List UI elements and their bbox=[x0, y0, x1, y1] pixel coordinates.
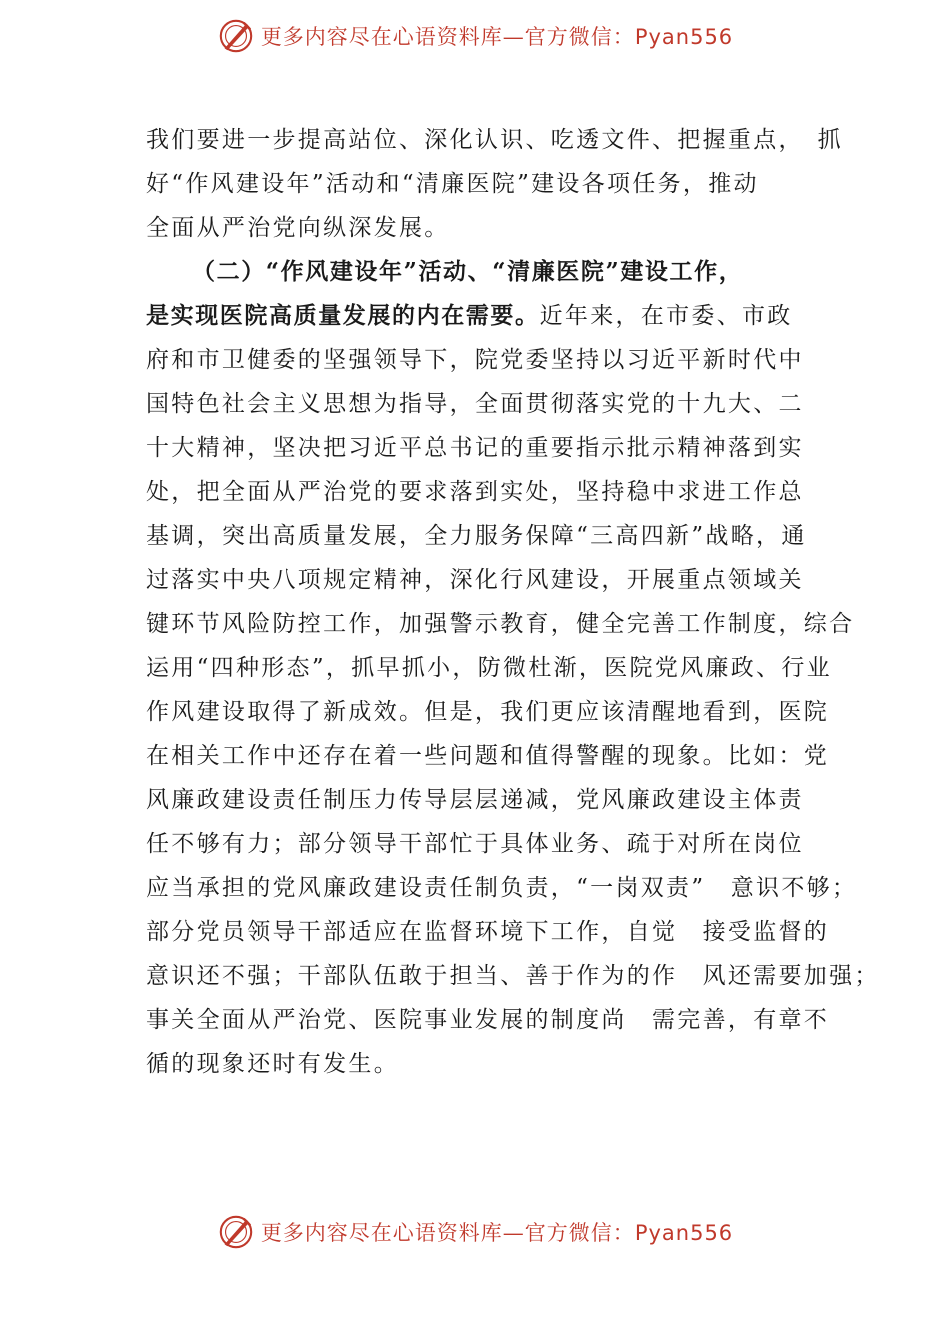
text-line-16: 风廉政建设责任制压力传导层层递减，党风廉政建设主体责 bbox=[146, 787, 804, 813]
text-line-14: 作风建设取得了新成效。但是，我们更应该清醒地看到，医院 bbox=[146, 699, 830, 725]
section-heading-cont: 是实现医院高质量发展的内在需要。 bbox=[146, 302, 540, 329]
footer-banner bbox=[0, 1210, 950, 1254]
section-heading: （二）“作风建设年”活动、“清廉医院”建设工作， bbox=[192, 258, 744, 285]
text-line-19: 部分党员领导干部适应在监督环境下工作，自觉 接受监督的 bbox=[146, 919, 830, 945]
text-line-10: 基调，突出高质量发展，全力服务保障“三高四新”战略，通 bbox=[146, 523, 807, 549]
text-line-20: 意识还不强；干部队伍敢于担当、善于作为的作 风还需要加强； bbox=[146, 963, 880, 989]
pen-seal-logo-icon bbox=[217, 17, 255, 55]
header-banner bbox=[0, 14, 950, 58]
document-body bbox=[146, 118, 880, 1086]
pen-seal-logo-icon bbox=[217, 1213, 255, 1251]
text-line-7: 国特色社会主义思想为指导，全面贯彻落实党的十九大、二 bbox=[146, 391, 804, 417]
text-line-15: 在相关工作中还存在着一些问题和值得警醒的现象。比如：党 bbox=[146, 743, 830, 769]
text-line-3: 全面从严治党向纵深发展。 bbox=[146, 215, 450, 241]
text-line-17: 任不够有力；部分领导干部忙于具体业务、疏于对所在岗位 bbox=[146, 831, 804, 857]
text-line-6: 府和市卫健委的坚强领导下，院党委坚持以习近平新时代中 bbox=[146, 347, 804, 373]
text-line-2: 好“作风建设年”活动和“清廉医院”建设各项任务，推动 bbox=[146, 171, 759, 197]
section-heading-line bbox=[146, 250, 826, 294]
text-line-11: 过落实中央八项规定精神，深化行风建设，开展重点领域关 bbox=[146, 567, 804, 593]
banner-text: 更多内容尽在心语资料库—官方微信：Pyan556 bbox=[260, 1221, 734, 1245]
text-line-9: 处，把全面从严治党的要求落到实处，坚持稳中求进工作总 bbox=[146, 479, 804, 505]
banner-text: 更多内容尽在心语资料库—官方微信：Pyan556 bbox=[260, 25, 734, 49]
text-line-12: 键环节风险防控工作，加强警示教育，健全完善工作制度，综合 bbox=[146, 611, 855, 637]
text-line-22: 循的现象还时有发生。 bbox=[146, 1051, 399, 1077]
text-line-5: 是实现医院高质量发展的内在需要。近年来，在市委、市政 bbox=[146, 302, 793, 329]
text-line-8: 十大精神，坚决把习近平总书记的重要指示批示精神落到实 bbox=[146, 435, 804, 461]
text-line-21: 事关全面从严治党、医院事业发展的制度尚 需完善，有章不 bbox=[146, 1007, 830, 1033]
text-line-18: 应当承担的党风廉政建设责任制负责，“一岗双责” 意识不够； bbox=[146, 875, 858, 901]
text-line-13: 运用“四种形态”，抓早抓小，防微杜渐，医院党风廉政、行业 bbox=[146, 655, 832, 681]
text-line-1: 我们要进一步提高站位、深化认识、吃透文件、把握重点， 抓 bbox=[146, 127, 843, 153]
